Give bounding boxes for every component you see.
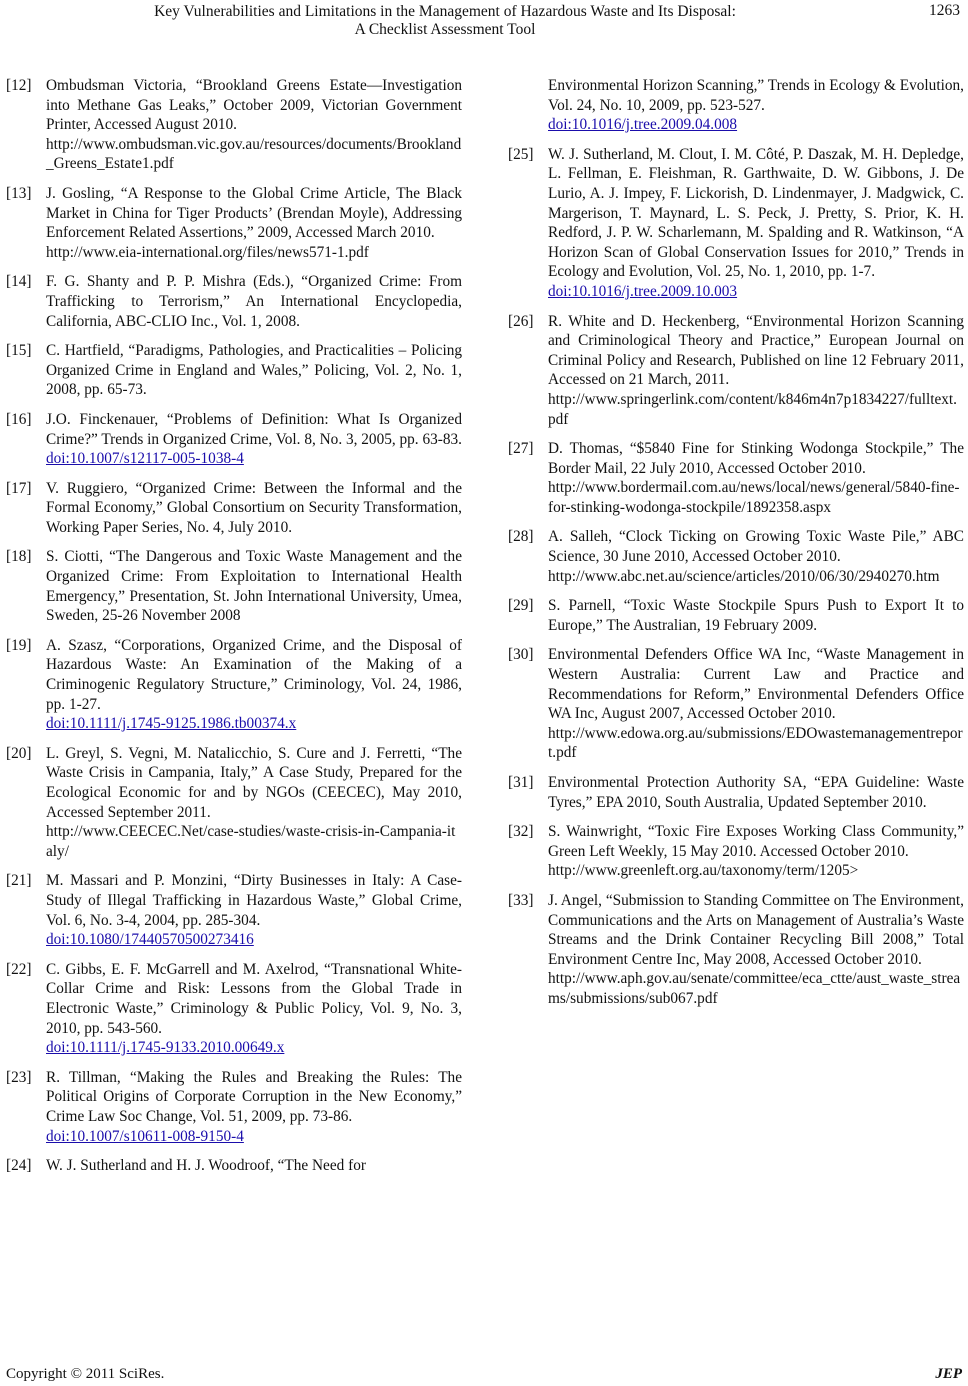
reference-item — [6, 76, 462, 174]
copyright-notice: Copyright © 2011 SciRes. — [6, 1366, 165, 1382]
reference-url[interactable]: http://www.eia-international.org/files/news571-1.pdf — [46, 243, 369, 261]
reference-text: C. Hartfield, “Paradigms, Pathologies, and Practicalities – Policing Organized Crime in England and Wales,” Policing, Vol. 2, No. 1, 2008, pp. 65-73. — [46, 342, 462, 399]
journal-abbrev: JEP — [935, 1366, 962, 1382]
reference-text: S. Ciotti, “The Dangerous and Toxic Waste Management and the Organized Crime: From Exploitation to International Health Emergency,” Presentation, St. John International University, Umea, Sweden, 25-26 November 2008 — [46, 548, 462, 625]
reference-item — [508, 822, 964, 881]
reference-item — [6, 871, 462, 949]
reference-text: J.O. Finckenauer, “Problems of Definition: What Is Organized Crime?” Trends in Organized Crime, Vol. 8, No. 3, 2005, pp. 63-83. — [46, 410, 462, 448]
running-title-line1: Key Vulnerabilities and Limitations in the Management of Hazardous Waste and Its Disposal: — [154, 3, 736, 20]
reference-text: J. Angel, “Submission to Standing Committee on The Environment, Communications and the Arts on Management of Australia’s Waste Streams and the Drink Container Recycling Bill 2008,” Total Environment Centre Inc, May 2008, Accessed October 2010. — [548, 891, 964, 968]
reference-text: Environmental Horizon Scanning,” Trends in Ecology & Evolution, Vol. 24, No. 10, 2009, pp. 523-527. — [548, 77, 964, 114]
reference-number: [17] — [6, 479, 32, 497]
reference-url[interactable]: http://www.abc.net.au/science/articles/2010/06/30/2940270.htm — [548, 567, 940, 585]
reference-item — [6, 184, 462, 262]
reference-item — [6, 479, 462, 538]
reference-text: D. Thomas, “$5840 Fine for Stinking Wodonga Stockpile,” The Border Mail, 22 July 2010, Accessed October 2010. — [548, 440, 964, 477]
reference-text: W. J. Sutherland, M. Clout, I. M. Côté, P. Daszak, M. H. Depledge, L. Fellman, E. Fleishman, R. Garthwaite, D. W. Gibbons, J. De Lurio, A. J. Impey, F. Lickorish, D. Lindenmayer, J. Madgwick, C. Margerison, T. Maynard, L. S. Peck, J. Pretty, S. Prior, K. H. Redford, J. P. W. Scharlemann, M. Spalding and R. Watkinson, “A Horizon Scan of Global Conservation Issues for 2010,” Trends in Ecology and Evolution, Vol. 25, No. 1, 2010, pp. 1-7. — [548, 145, 964, 281]
page-number: 1263 — [929, 2, 960, 19]
left-column — [6, 76, 462, 1186]
reference-text: V. Ruggiero, “Organized Crime: Between the Informal and the Formal Economy,” Global Consortium on Security Transformation, Working Paper Series, No. 4, July 2010. — [46, 479, 462, 536]
reference-url[interactable]: http://www.edowa.org.au/submissions/EDOwastemanagementreport.pdf — [548, 724, 963, 762]
doi-link[interactable]: doi:10.1111/j.1745-9125.1986.tb00374.x — [46, 715, 297, 733]
reference-number: [13] — [6, 184, 32, 202]
doi-link[interactable]: doi:10.1111/j.1745-9133.2010.00649.x — [46, 1039, 285, 1057]
running-title-line2: A Checklist Assessment Tool — [354, 21, 536, 38]
doi-link[interactable]: doi:10.1007/s10611-008-9150-4 — [46, 1127, 244, 1145]
doi-link[interactable]: doi:10.1007/s12117-005-1038-4 — [46, 450, 244, 468]
reference-url[interactable]: http://www.greenleft.org.au/taxonomy/term/1205> — [548, 862, 859, 880]
reference-text: R. Tillman, “Making the Rules and Breaking the Rules: The Political Origins of Corporate Corruption in the New Economy,” Crime Law Soc Change, Vol. 51, 2009, pp. 73-86. — [46, 1068, 462, 1125]
reference-item — [6, 636, 462, 734]
reference-number: [14] — [6, 273, 32, 291]
reference-text: Environmental Defenders Office WA Inc, “Waste Management in Western Australia: Current Law and Practice and Recommendations for Reform,” Environmental Defenders Office WA Inc, August 2007, Accessed October 2010. — [548, 646, 964, 723]
reference-item — [6, 744, 462, 862]
reference-item — [6, 547, 462, 625]
reference-text: W. J. Sutherland and H. J. Woodroof, “The Need for — [46, 1157, 366, 1175]
reference-number: [28] — [508, 528, 534, 546]
right-column — [508, 76, 964, 1019]
reference-number: [22] — [6, 960, 32, 978]
reference-number: [21] — [6, 872, 32, 890]
reference-number: [18] — [6, 548, 32, 566]
reference-text: J. Gosling, “A Response to the Global Crime Article, The Black Market in China for Tiger Products’ (Brendan Moyle), Addressing Enforcement Related Assertions,” 2009, Accessed March 2010. — [46, 184, 462, 242]
reference-number: [15] — [6, 342, 32, 360]
running-header — [0, 0, 968, 48]
reference-item — [6, 960, 462, 1058]
reference-item — [6, 1068, 462, 1146]
reference-url[interactable]: http://www.bordermail.com.au/news/local/news/general/5840-fine-for-stinking-wodonga-stockpile/1892358.aspx — [548, 479, 960, 516]
reference-text: L. Greyl, S. Vegni, M. Natalicchio, S. Cure and J. Ferretti, “The Waste Crisis in Campania, Italy,” A Case Study, Prepared for the Ecological Economic for and by NGOs (CEECEC), May 2010, Accessed September 2011. — [46, 744, 462, 821]
reference-item — [508, 645, 964, 763]
reference-number: [26] — [508, 312, 534, 330]
reference-item — [508, 439, 964, 517]
reference-number: [24] — [6, 1157, 32, 1175]
reference-item — [508, 891, 964, 1009]
reference-url[interactable]: http://www.springerlink.com/content/k846m4n7p1834227/fulltext.pdf — [548, 390, 958, 428]
reference-number: [32] — [508, 823, 534, 841]
reference-text: A. Salleh, “Clock Ticking on Growing Toxic Waste Pile,” ABC Science, 30 June 2010, Accessed October 2010. — [548, 528, 964, 566]
reference-item — [508, 596, 964, 635]
reference-text: S. Parnell, “Toxic Waste Stockpile Spurs Push to Export It to Europe,” The Australian, 19 February 2009. — [548, 597, 964, 634]
reference-text: S. Wainwright, “Toxic Fire Exposes Working Class Community,” Green Left Weekly, 15 May 2010. Accessed October 2010. — [548, 823, 964, 860]
reference-number: [19] — [6, 636, 32, 654]
doi-link[interactable]: doi:10.1016/j.tree.2009.10.003 — [548, 282, 738, 300]
reference-number: [16] — [6, 410, 32, 428]
reference-item — [6, 272, 462, 331]
reference-url[interactable]: http://www.ombudsman.vic.gov.au/resources/documents/Brookland_Greens_Estate1.pdf — [46, 135, 462, 173]
reference-item — [6, 341, 462, 400]
reference-number: [31] — [508, 774, 534, 791]
reference-text: Ombudsman Victoria, “Brookland Greens Estate—Investigation into Methane Gas Leaks,” October 2009, Victorian Government Printer, Accessed August 2010. — [46, 77, 462, 134]
reference-number: [27] — [508, 440, 534, 458]
reference-number: [30] — [508, 646, 534, 664]
reference-number: [29] — [508, 597, 534, 615]
reference-text: R. White and D. Heckenberg, “Environmental Horizon Scanning and Criminological Theory and Practice,” European Journal on Criminal Policy and Research, Published on line 12 February 2011, Accessed on 21 March, 2011. — [548, 312, 964, 389]
reference-number: [33] — [508, 891, 534, 909]
reference-item — [508, 145, 964, 302]
reference-item — [508, 527, 964, 586]
reference-number: [12] — [6, 77, 32, 94]
reference-url[interactable]: http://www.aph.gov.au/senate/committee/eca_ctte/aust_waste_streams/submissions/sub067.pdf — [548, 970, 961, 1007]
reference-number: [25] — [508, 145, 534, 163]
reference-text: M. Massari and P. Monzini, “Dirty Businesses in Italy: A Case-Study of Illegal Trafficking in Hazardous Waste,” Global Crime, Vol. 6, No. 3-4, 2004, pp. 285-304. — [46, 872, 462, 929]
reference-item — [508, 312, 964, 430]
reference-item — [508, 773, 964, 812]
reference-text: F. G. Shanty and P. P. Mishra (Eds.), “Organized Crime: From Trafficking to Terrorism,” An International Encyclopedia, California, ABC-CLIO Inc., Vol. 1, 2008. — [46, 273, 462, 330]
doi-link[interactable]: doi:10.1080/17440570500273416 — [46, 931, 254, 949]
reference-number: [23] — [6, 1068, 32, 1086]
reference-text: C. Gibbs, E. F. McGarrell and M. Axelrod, “Transnational White-Collar Crime and Risk: Lessons from the Global Trade in Electronic Waste,” Criminology & Public Policy, Vol. 9, No. 3, 2010, pp. 543-560. — [46, 960, 462, 1037]
reference-text: A. Szasz, “Corporations, Organized Crime, and the Disposal of Hazardous Waste: An Examination of the Making of a Criminogenic Regulatory Structure,” Criminology, Vol. 24, 1986, pp. 1-27. — [46, 636, 462, 713]
reference-text: Environmental Protection Authority SA, “EPA Guideline: Waste Tyres,” EPA 2010, South Australia, Updated September 2010. — [548, 774, 964, 811]
doi-link[interactable]: doi:10.1016/j.tree.2009.04.008 — [548, 116, 738, 134]
reference-item — [6, 1156, 462, 1176]
reference-url[interactable]: http://www.CEECEC.Net/case-studies/waste-crisis-in-Campania-italy/ — [46, 823, 456, 860]
reference-continuation — [508, 76, 964, 135]
reference-number: [20] — [6, 744, 32, 762]
reference-item — [6, 410, 462, 469]
